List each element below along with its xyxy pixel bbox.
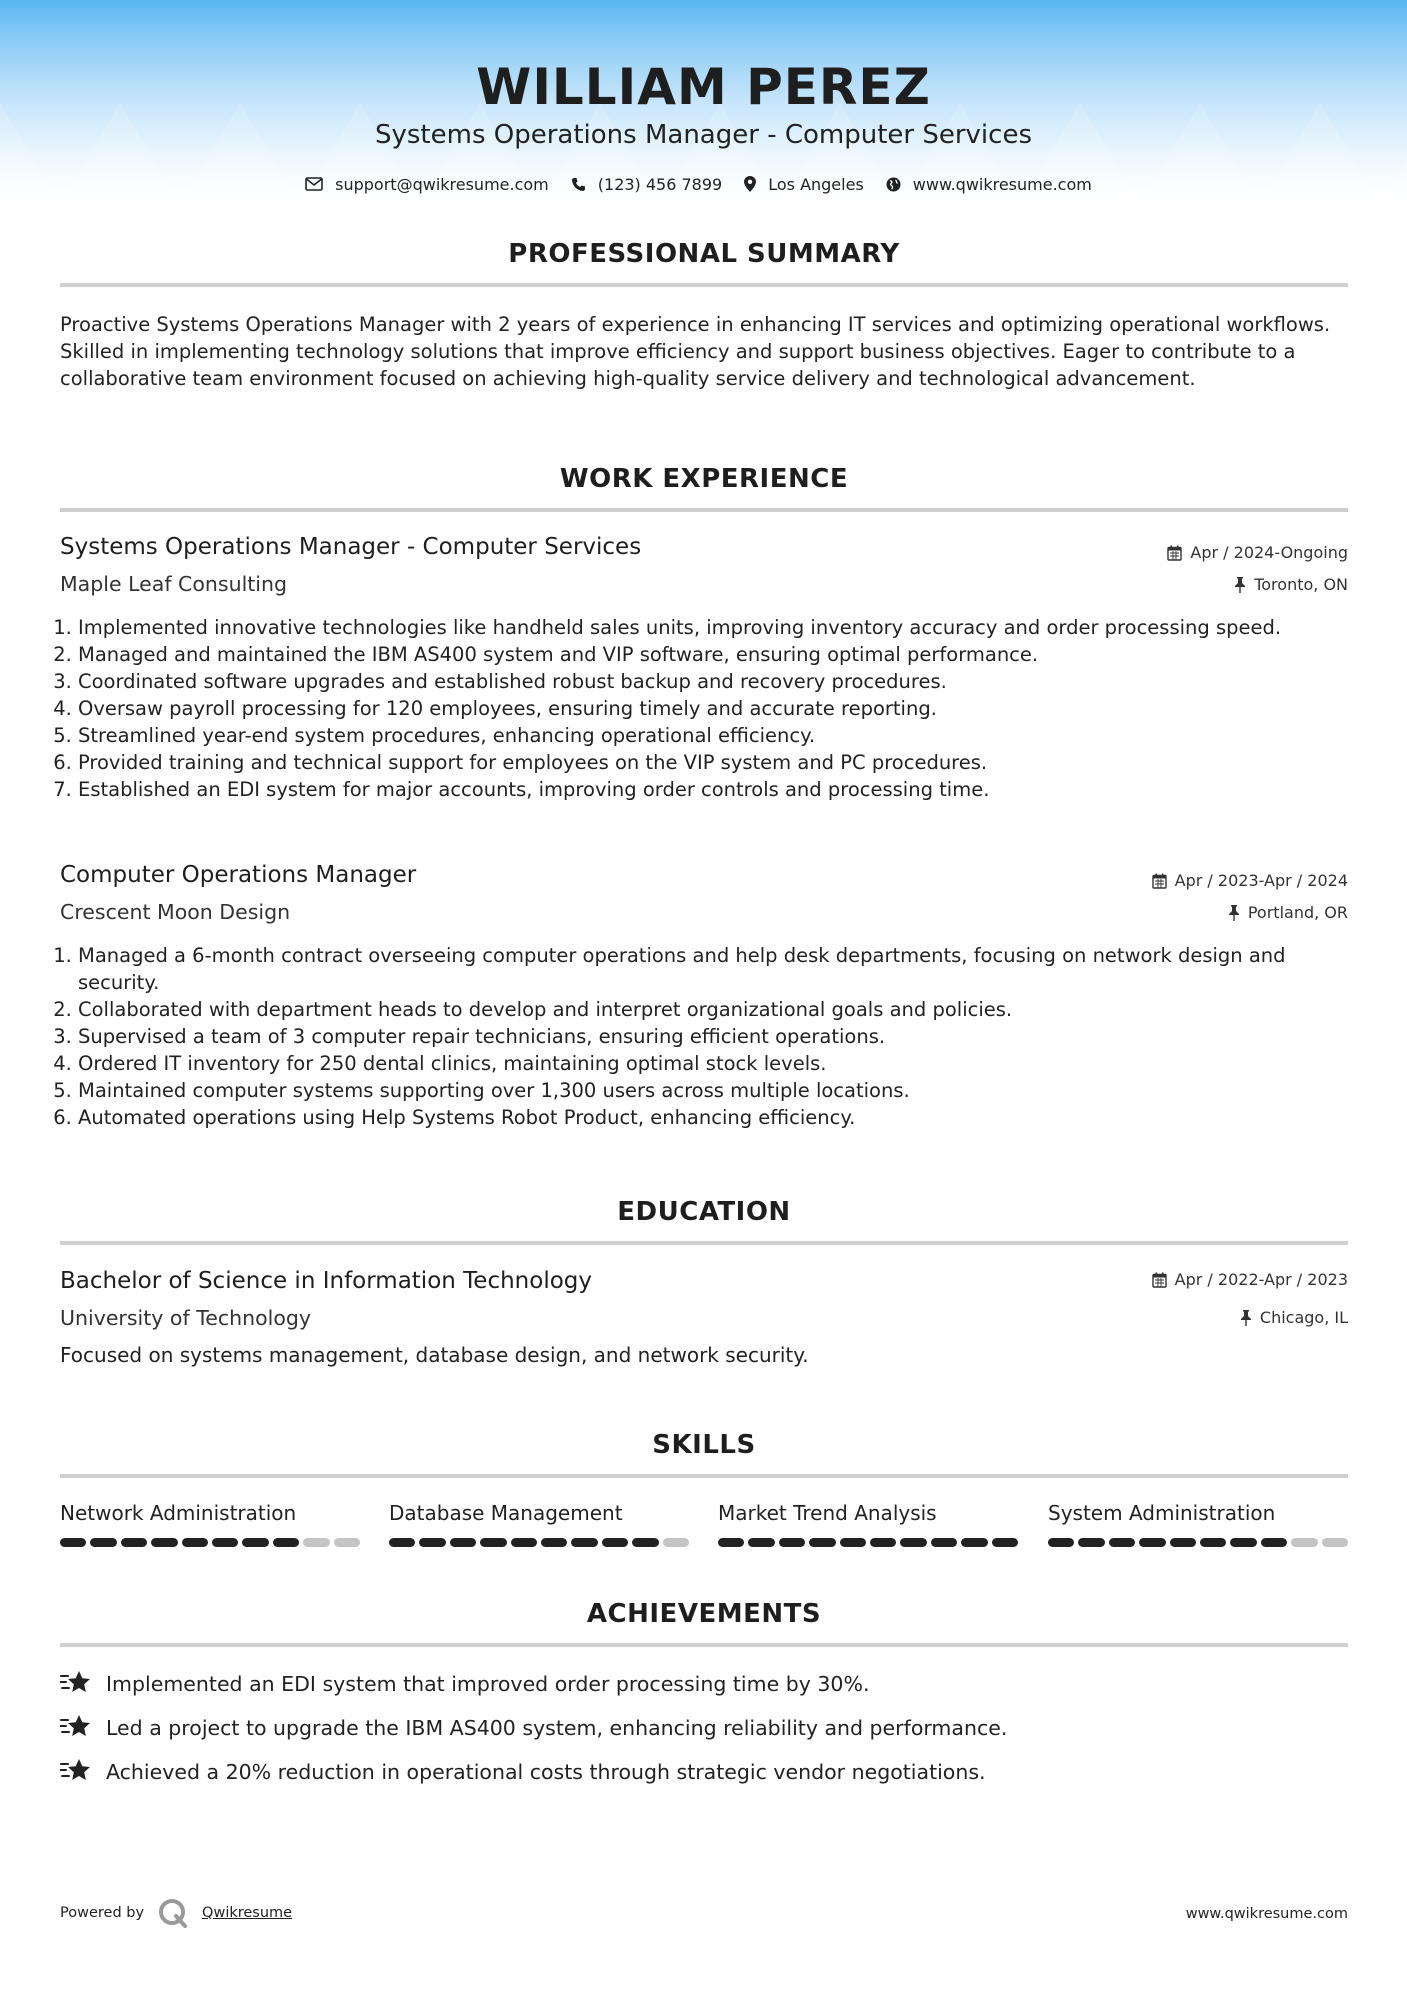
- section-title-skills: SKILLS: [652, 1430, 756, 1460]
- skill-item: [718, 1501, 1018, 1547]
- pushpin-icon: [1240, 1310, 1252, 1326]
- skill-level-segment: [571, 1538, 597, 1547]
- footer-website[interactable]: www.qwikresume.com: [1185, 1906, 1348, 1922]
- skill-level-bar: [718, 1538, 1018, 1547]
- list-item: 3. Supervised a team of 3 computer repair technicians, ensuring efficient operations.: [78, 1023, 1368, 1050]
- skill-level-segment: [931, 1538, 957, 1547]
- list-item: 4. Ordered IT inventory for 250 dental clinics, maintaining optimal stock levels.: [78, 1050, 1368, 1077]
- section-divider: [60, 283, 1348, 287]
- qwikresume-logo-icon: [158, 1898, 188, 1928]
- skill-level-segment: [450, 1538, 476, 1547]
- skill-level-segment: [1170, 1538, 1196, 1547]
- globe-icon: [886, 177, 901, 192]
- skill-level-segment: [1261, 1538, 1287, 1547]
- company-name: Crescent Moon Design: [60, 900, 291, 924]
- job-location-text: Portland, OR: [1247, 903, 1348, 922]
- job-dates-text: Apr / 2023-Apr / 2024: [1174, 871, 1348, 890]
- skill-level-segment: [1322, 1538, 1348, 1547]
- skill-level-segment: [961, 1538, 987, 1547]
- job-dates: [1167, 543, 1348, 562]
- section-title-achievements: ACHIEVEMENTS: [586, 1599, 822, 1629]
- skill-level-segment: [602, 1538, 628, 1547]
- skill-level-segment: [273, 1538, 299, 1547]
- powered-by-label: Powered by: [60, 1905, 145, 1921]
- section-title-experience: WORK EXPERIENCE: [559, 464, 849, 494]
- skill-name: Network Administration: [60, 1501, 297, 1525]
- star-icon: [60, 1714, 92, 1742]
- achievement-item: [60, 1758, 986, 1786]
- education-dates-text: Apr / 2022-Apr / 2023: [1174, 1270, 1348, 1289]
- contact-phone[interactable]: [571, 175, 722, 194]
- education-dates: [1152, 1270, 1348, 1289]
- job-dates: [1152, 871, 1348, 890]
- skill-level-segment: [663, 1538, 689, 1547]
- job-location: [1234, 575, 1348, 594]
- skill-level-segment: [121, 1538, 147, 1547]
- achievement-text: Achieved a 20% reduction in operational costs through strategic vendor negotiations.: [106, 1760, 986, 1784]
- section-title-summary: PROFESSIONAL SUMMARY: [508, 239, 900, 269]
- skill-name: System Administration: [1048, 1501, 1276, 1525]
- skill-item: [389, 1501, 689, 1547]
- skill-level-segment: [1139, 1538, 1165, 1547]
- skill-level-segment: [632, 1538, 658, 1547]
- skill-level-segment: [182, 1538, 208, 1547]
- job-location-text: Toronto, ON: [1254, 575, 1348, 594]
- education-location-text: Chicago, IL: [1259, 1308, 1348, 1327]
- footer-powered-by: [60, 1898, 292, 1928]
- skill-level-bar: [389, 1538, 689, 1547]
- job-title: Computer Operations Manager: [60, 862, 417, 888]
- skill-level-segment: [419, 1538, 445, 1547]
- star-icon: [60, 1758, 92, 1786]
- contact-location: [744, 175, 864, 194]
- skill-level-segment: [480, 1538, 506, 1547]
- list-item: 2. Managed and maintained the IBM AS400 system and VIP software, ensuring optimal performance.: [78, 641, 1368, 668]
- skill-level-bar: [60, 1538, 360, 1547]
- skill-name: Market Trend Analysis: [718, 1501, 937, 1525]
- contact-bar: [0, 172, 1407, 196]
- list-item: 1. Managed a 6-month contract overseeing computer operations and help desk departments, focusing on network design and security.: [78, 942, 1368, 996]
- job-title: Systems Operations Manager - Computer Services: [60, 534, 642, 560]
- candidate-role: Systems Operations Manager - Computer Services: [375, 120, 1032, 150]
- skill-level-segment: [334, 1538, 360, 1547]
- envelope-icon: [305, 177, 323, 191]
- skill-level-segment: [303, 1538, 329, 1547]
- achievement-item: [60, 1670, 869, 1698]
- achievement-text: Led a project to upgrade the IBM AS400 system, enhancing reliability and performance.: [106, 1716, 1008, 1740]
- contact-website[interactable]: [886, 175, 1092, 194]
- achievement-text: Implemented an EDI system that improved order processing time by 30%.: [106, 1672, 870, 1696]
- summary-text: Proactive Systems Operations Manager with 2 years of experience in enhancing IT services and optimizing operational workflows. Skilled in implementing technology solutions that improve efficiency and support business objectives. Eager to contribute to a collaborative team environment focused on achieving high-quality service delivery and technological advancement.: [60, 313, 1331, 390]
- list-item: 6. Automated operations using Help Systems Robot Product, enhancing efficiency.: [78, 1104, 1368, 1131]
- skill-level-segment: [992, 1538, 1018, 1547]
- skill-item: [1048, 1501, 1348, 1547]
- list-item: 1. Implemented innovative technologies like handheld sales units, improving inventory accuracy and order processing speed.: [78, 614, 1368, 641]
- skill-level-segment: [212, 1538, 238, 1547]
- company-name: Maple Leaf Consulting: [60, 572, 288, 596]
- list-item: 7. Established an EDI system for major accounts, improving order controls and processing time.: [78, 776, 1368, 803]
- email-text: support@qwikresume.com: [335, 174, 549, 194]
- job-location: [1228, 903, 1348, 922]
- skill-level-bar: [1048, 1538, 1348, 1547]
- education-location: [1240, 1308, 1348, 1327]
- education-description: Focused on systems management, database design, and network security.: [60, 1343, 809, 1367]
- star-icon: [60, 1670, 92, 1698]
- skill-level-segment: [900, 1538, 926, 1547]
- calendar-icon: [1152, 1272, 1167, 1288]
- skill-level-segment: [1291, 1538, 1317, 1547]
- skill-level-segment: [870, 1538, 896, 1547]
- pushpin-icon: [1228, 905, 1240, 921]
- duties-list: [60, 614, 1368, 803]
- skill-level-segment: [242, 1538, 268, 1547]
- skill-level-segment: [389, 1538, 415, 1547]
- skill-level-segment: [748, 1538, 774, 1547]
- contact-email[interactable]: [305, 175, 549, 194]
- duties-list: [60, 942, 1368, 1131]
- section-divider: [60, 1643, 1348, 1647]
- skill-level-segment: [1200, 1538, 1226, 1547]
- degree-title: Bachelor of Science in Information Technology: [60, 1268, 592, 1294]
- list-item: 5. Streamlined year-end system procedures, enhancing operational efficiency.: [78, 722, 1368, 749]
- skill-level-segment: [511, 1538, 537, 1547]
- skill-level-segment: [90, 1538, 116, 1547]
- skill-name: Database Management: [389, 1501, 623, 1525]
- location-text: Los Angeles: [768, 174, 864, 194]
- section-divider: [60, 508, 1348, 512]
- pushpin-icon: [1234, 577, 1246, 593]
- skill-level-segment: [1109, 1538, 1135, 1547]
- section-divider: [60, 1474, 1348, 1478]
- skill-level-segment: [60, 1538, 86, 1547]
- phone-icon: [571, 177, 586, 192]
- list-item: 4. Oversaw payroll processing for 120 employees, ensuring timely and accurate reporting.: [78, 695, 1368, 722]
- skill-level-segment: [840, 1538, 866, 1547]
- achievement-item: [60, 1714, 1007, 1742]
- skill-level-segment: [541, 1538, 567, 1547]
- section-divider: [60, 1241, 1348, 1245]
- list-item: 2. Collaborated with department heads to develop and interpret organizational goals and policies.: [78, 996, 1368, 1023]
- skill-level-segment: [809, 1538, 835, 1547]
- skill-level-segment: [1048, 1538, 1074, 1547]
- skill-level-segment: [1230, 1538, 1256, 1547]
- skill-level-segment: [718, 1538, 744, 1547]
- calendar-icon: [1152, 873, 1167, 889]
- candidate-name: WILLIAM PEREZ: [476, 58, 931, 116]
- list-item: 6. Provided training and technical support for employees on the VIP system and PC procedures.: [78, 749, 1368, 776]
- phone-text: (123) 456 7899: [597, 174, 723, 194]
- qwikresume-link[interactable]: Qwikresume: [202, 1905, 293, 1921]
- list-item: 3. Coordinated software upgrades and established robust backup and recovery procedures.: [78, 668, 1368, 695]
- calendar-icon: [1167, 545, 1182, 561]
- skill-level-segment: [1078, 1538, 1104, 1547]
- map-marker-icon: [744, 176, 756, 192]
- school-name: University of Technology: [60, 1306, 312, 1330]
- website-text: www.qwikresume.com: [912, 174, 1092, 194]
- section-title-education: EDUCATION: [617, 1197, 791, 1227]
- skill-item: [60, 1501, 360, 1547]
- job-dates-text: Apr / 2024-Ongoing: [1190, 543, 1348, 562]
- skill-level-segment: [779, 1538, 805, 1547]
- skill-level-segment: [151, 1538, 177, 1547]
- list-item: 5. Maintained computer systems supporting over 1,300 users across multiple locations.: [78, 1077, 1368, 1104]
